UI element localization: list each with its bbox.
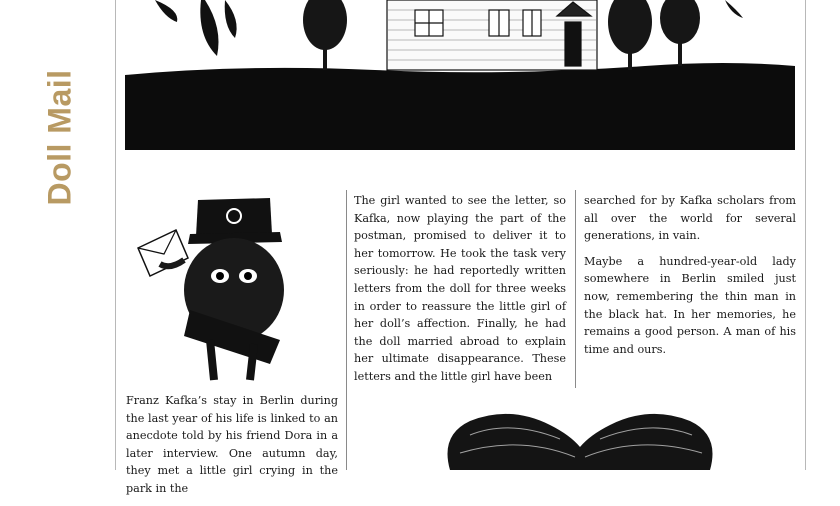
left-page-rule <box>115 0 116 470</box>
house <box>387 0 597 70</box>
sidebar <box>0 0 116 470</box>
paragraph: Franz Kafka’s stay in Berlin during the last year of his life is linked to an anecdote told by his friend Dora in a later interview. One autumn day, they met a little girl crying in the park in the <box>126 394 338 495</box>
paragraph: Maybe a hundred-year-old lady somewhere in Berlin smiled just now, remembering the thin man in the black hat. In her memories, he remains a good person. A man of his time and ours. <box>584 254 796 356</box>
banner-illustration <box>125 0 795 150</box>
article-column-2 <box>354 192 566 394</box>
envelope-icon <box>138 230 188 276</box>
section-title-container <box>30 0 90 206</box>
column-rule-2 <box>575 190 576 388</box>
paragraph: searched for by Kafka scholars from all over the world for several generations, in vain. <box>584 194 796 243</box>
article-column-1 <box>126 392 338 506</box>
column-rule-1 <box>346 190 347 470</box>
postman-hat-icon <box>196 198 272 236</box>
heart-illustration <box>430 405 730 470</box>
ground-shape <box>125 63 795 150</box>
section-title: Doll Mail <box>41 69 78 206</box>
right-page-rule <box>805 0 806 470</box>
paragraph: The girl wanted to see the letter, so Kafka, now playing the part of the postman, promised to deliver it to her tomorrow. He took the task very seriously: he had reportedly written letters from the doll for three weeks in order to reassure the little girl of her doll’s affection. Finally, he had the doll married abroad to explain her ultimate disappearance. These letters and the little girl have been <box>354 194 566 383</box>
article-column-3 <box>584 192 796 366</box>
postman-illustration <box>130 190 335 382</box>
